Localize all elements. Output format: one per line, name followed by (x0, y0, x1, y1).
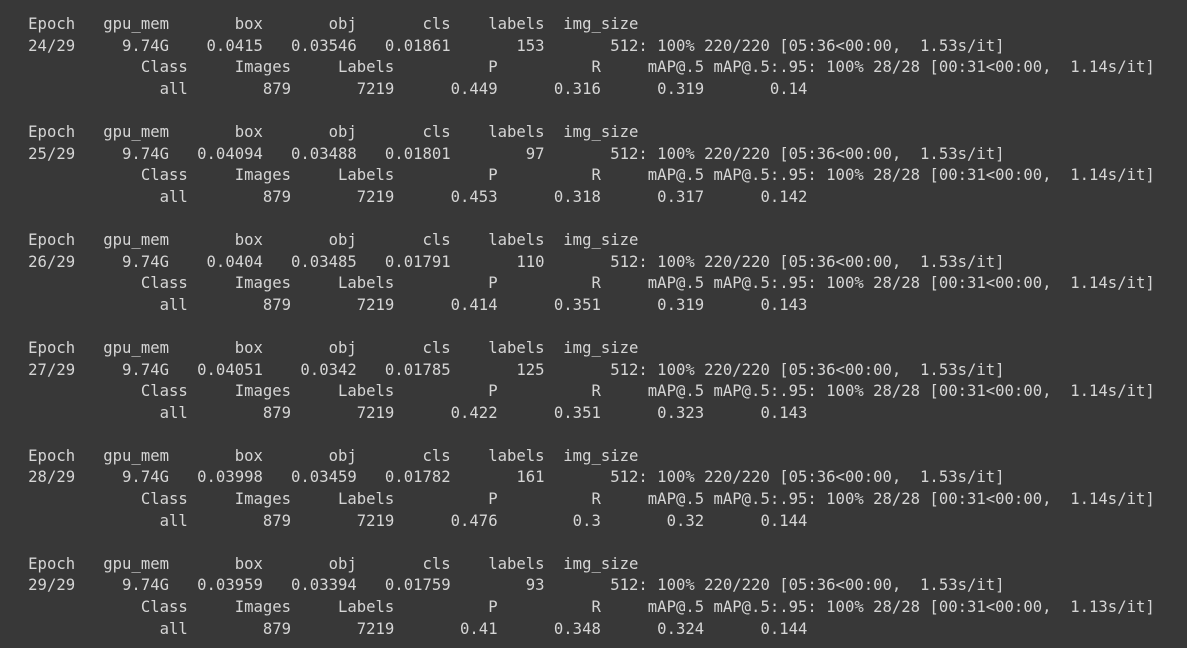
validation-header-line: Class Images Labels P R mAP@.5 mAP@.5:.95: 100% 28/28 [00:31<00:00, 1.14s/it] (0, 382, 1155, 401)
validation-header-line: Class Images Labels P R mAP@.5 mAP@.5:.95: 100% 28/28 [00:31<00:00, 1.14s/it] (0, 58, 1155, 77)
validation-header-line: Class Images Labels P R mAP@.5 mAP@.5:.95: 100% 28/28 [00:31<00:00, 1.14s/it] (0, 490, 1155, 509)
validation-header-line: Class Images Labels P R mAP@.5 mAP@.5:.95: 100% 28/28 [00:31<00:00, 1.14s/it] (0, 274, 1155, 293)
epoch-block-28 (0, 446, 1187, 532)
train-header-line: Epoch gpu_mem box obj cls labels img_size (0, 338, 639, 357)
validation-header-line: Class Images Labels P R mAP@.5 mAP@.5:.95: 100% 28/28 [00:31<00:00, 1.13s/it] (0, 598, 1155, 617)
train-progress-line: 25/29 9.74G 0.04094 0.03488 0.01801 97 512: 100% 220/220 [05:36<00:00, 1.53s/it] (0, 144, 1005, 163)
train-header-line: Epoch gpu_mem box obj cls labels img_size (0, 446, 639, 465)
validation-values-line: all 879 7219 0.476 0.3 0.32 0.144 (0, 511, 808, 530)
validation-values-line: all 879 7219 0.414 0.351 0.319 0.143 (0, 295, 808, 314)
train-header-line: Epoch gpu_mem box obj cls labels img_size (0, 15, 639, 33)
train-header-line: Epoch gpu_mem box obj cls labels img_size (0, 230, 639, 249)
epoch-block-26 (0, 230, 1187, 316)
validation-header-line: Class Images Labels P R mAP@.5 mAP@.5:.95: 100% 28/28 [00:31<00:00, 1.14s/it] (0, 166, 1155, 185)
train-progress-line: 26/29 9.74G 0.0404 0.03485 0.01791 110 512: 100% 220/220 [05:36<00:00, 1.53s/it] (0, 252, 1005, 271)
train-header-line: Epoch gpu_mem box obj cls labels img_size (0, 554, 639, 573)
epoch-block-25 (0, 122, 1187, 208)
validation-values-line: all 879 7219 0.422 0.351 0.323 0.143 (0, 403, 808, 422)
epoch-block-27 (0, 338, 1187, 424)
train-progress-line: 28/29 9.74G 0.03998 0.03459 0.01782 161 512: 100% 220/220 [05:36<00:00, 1.53s/it] (0, 468, 1005, 487)
train-header-line: Epoch gpu_mem box obj cls labels img_size (0, 122, 639, 141)
validation-values-line: all 879 7219 0.449 0.316 0.319 0.14 (0, 79, 808, 98)
epoch-block-29 (0, 554, 1187, 640)
train-progress-line: 24/29 9.74G 0.0415 0.03546 0.01861 153 512: 100% 220/220 [05:36<00:00, 1.53s/it] (0, 36, 1005, 55)
train-progress-line: 29/29 9.74G 0.03959 0.03394 0.01759 93 512: 100% 220/220 [05:36<00:00, 1.53s/it] (0, 576, 1005, 595)
epoch-block-24 (0, 14, 1187, 100)
validation-values-line: all 879 7219 0.41 0.348 0.324 0.144 (0, 619, 808, 638)
train-progress-line: 27/29 9.74G 0.04051 0.0342 0.01785 125 512: 100% 220/220 [05:36<00:00, 1.53s/it] (0, 360, 1005, 379)
validation-values-line: all 879 7219 0.453 0.318 0.317 0.142 (0, 187, 808, 206)
